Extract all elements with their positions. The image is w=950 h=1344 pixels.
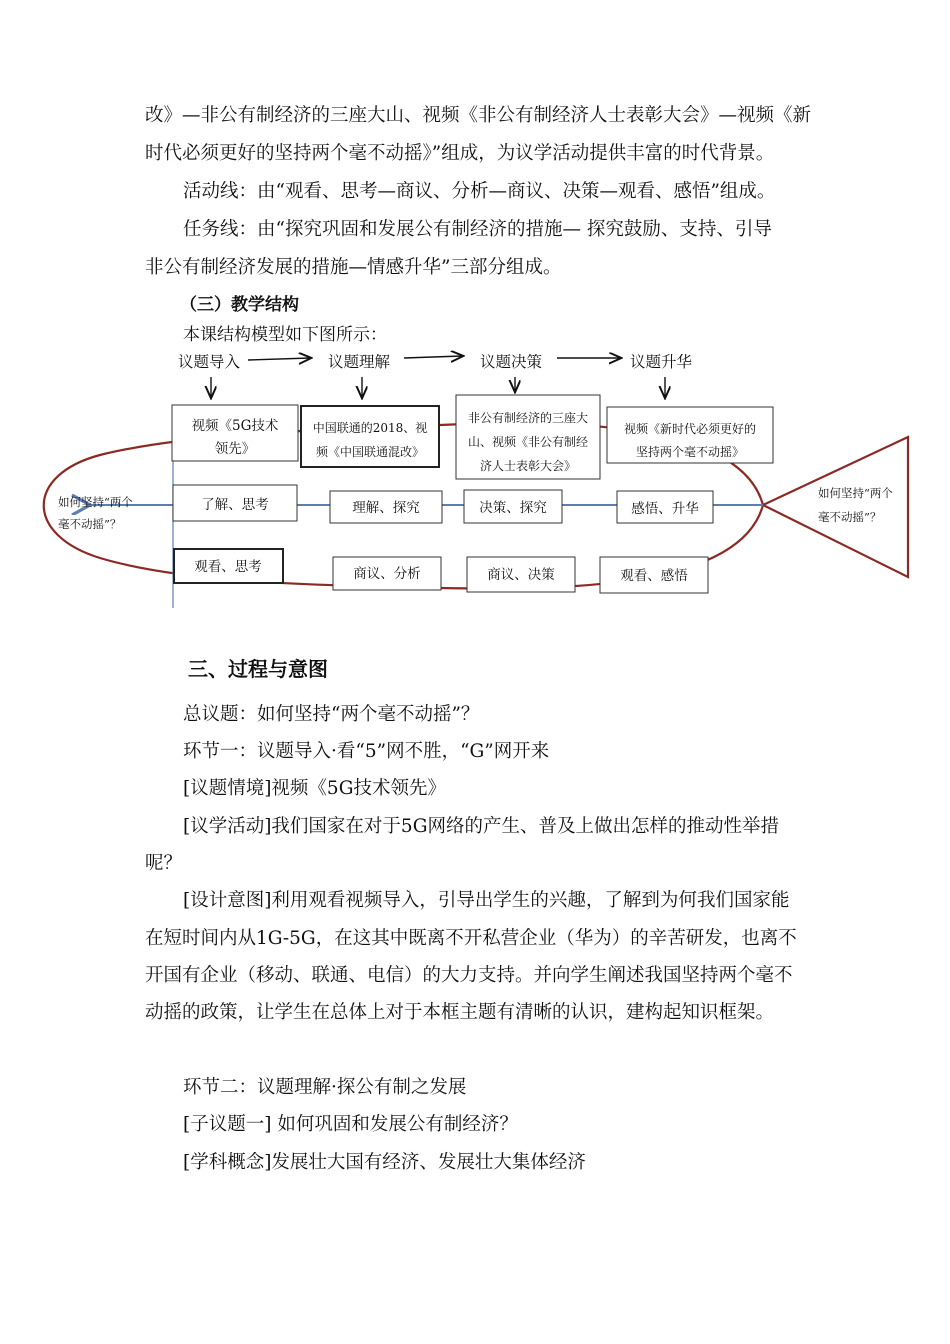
svg-text:坚持两个毫不动摇》: 坚持两个毫不动摇》 [635, 445, 745, 459]
middle-box [617, 491, 713, 523]
body-line: [议学活动]我们国家在对于5G网络的产生、普及上做出怎样的推动性举措 [183, 816, 779, 837]
svg-text:视频《新时代必须更好的: 视频《新时代必须更好的 [623, 422, 757, 436]
stage-label-intro: 议题导入 [178, 353, 241, 371]
paragraph-line: 非公有制经济发展的措施—情感升华”三部分组成。 [145, 257, 562, 278]
stage-label-understanding: 议题理解 [328, 353, 391, 371]
body-line: 环节二：议题理解·探公有制之发展 [183, 1077, 467, 1098]
paragraph-line: 任务线：由“探究巩固和发展公有制经济的措施— 探究鼓励、支持、引导 [183, 219, 772, 240]
svg-text:商议、分析: 商议、分析 [353, 566, 421, 582]
middle-box [173, 485, 297, 521]
svg-text:领先》: 领先》 [214, 441, 256, 457]
middle-box [464, 490, 562, 523]
section-title: 三、过程与意图 [188, 657, 328, 681]
svg-text:理解、探究: 理解、探究 [352, 500, 420, 516]
svg-text:观看、感悟: 观看、感悟 [620, 568, 688, 584]
top-box-new-era [607, 407, 773, 463]
body-line: [设计意图]利用观看视频导入，引导出学生的兴趣，了解到为何我们国家能 [183, 890, 790, 911]
svg-text:中国联通的2018、视: 中国联通的2018、视 [312, 421, 428, 435]
fish-tail [763, 437, 908, 577]
fish-head-question: 如何坚持“两个 [58, 495, 133, 509]
stage-arrow [404, 356, 462, 358]
svg-text:感悟、升华: 感悟、升华 [631, 501, 699, 517]
svg-text:非公有制经济的三座大: 非公有制经济的三座大 [467, 411, 589, 425]
svg-text:观看、思考: 观看、思考 [194, 559, 262, 575]
bottom-box [333, 557, 441, 590]
top-box-three-mountains [456, 395, 600, 479]
fish-tail-question: 毫不动摇”？ [818, 510, 882, 524]
top-box-video-5g [172, 405, 298, 461]
body-line: [学科概念]发展壮大国有经济、发展壮大集体经济 [183, 1152, 586, 1173]
body-line: 开国有企业（移动、联通、电信）的大力支持。并向学生阐述我国坚持两个毫不 [145, 965, 793, 986]
body-line: [议题情境]视频《5G技术领先》 [183, 778, 446, 799]
svg-text:山、视频《非公有制经: 山、视频《非公有制经 [467, 435, 589, 449]
body-line: 环节一：议题导入·看“5”网不胜，“G”网开来 [183, 741, 550, 762]
bottom-box [467, 557, 575, 592]
middle-box [330, 491, 442, 523]
svg-text:商议、决策: 商议、决策 [487, 567, 555, 583]
bottom-box [174, 549, 283, 583]
svg-text:频《中国联通混改》: 频《中国联通混改》 [315, 445, 425, 459]
svg-text:济人士表彰大会》: 济人士表彰大会》 [479, 459, 577, 473]
fish-tail-question: 如何坚持“两个 [818, 486, 893, 500]
paragraph-line: 改》—非公有制经济的三座大山、视频《非公有制经济人士表彰大会》—视频《新 [145, 105, 812, 126]
stage-arrow [248, 358, 310, 360]
top-box-china-unicom [301, 406, 439, 467]
teaching-structure-diagram [0, 320, 950, 620]
bottom-box [600, 557, 708, 593]
stage-label-sublimation: 议题升华 [630, 353, 693, 371]
fish-head-question: 毫不动摇”？ [58, 517, 122, 531]
paragraph-line: 活动线：由“观看、思考—商议、分析—商议、决策—观看、感悟”组成。 [183, 181, 776, 202]
body-line: 在短时间内从1G-5G，在这其中既离不开私营企业（华为）的辛苦研发，也离不 [145, 928, 797, 949]
subheading-teaching-structure: （三）教学结构 [180, 295, 299, 315]
body-line: 动摇的政策，让学生在总体上对于本框主题有清晰的认识，建构起知识框架。 [145, 1002, 775, 1023]
body-line: [子议题一] 如何巩固和发展公有制经济？ [183, 1114, 518, 1135]
diagram-intro: 本课结构模型如下图所示： [183, 325, 387, 345]
svg-text:了解、思考: 了解、思考 [201, 497, 269, 513]
body-line: 呢？ [145, 853, 183, 874]
body-line: 总议题：如何坚持“两个毫不动摇”？ [183, 704, 480, 725]
svg-text:视频《5G技术: 视频《5G技术 [191, 418, 279, 434]
stage-label-decision: 议题决策 [480, 353, 543, 371]
svg-text:决策、探究: 决策、探究 [479, 500, 547, 516]
paragraph-line: 时代必须更好的坚持两个毫不动摇》”组成，为议学活动提供丰富的时代背景。 [145, 143, 775, 164]
